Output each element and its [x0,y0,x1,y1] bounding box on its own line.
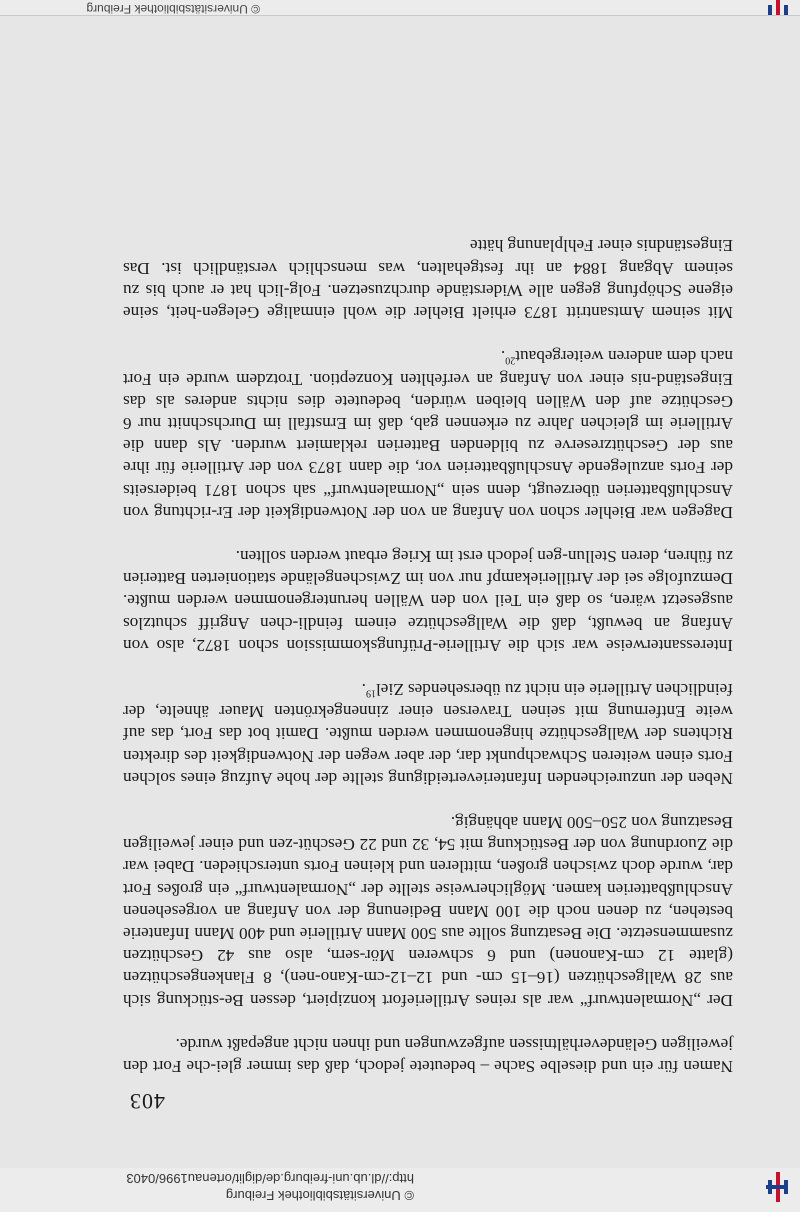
page-number: 403 [129,1089,165,1114]
library-header-bar [0,1167,800,1212]
library-footer-bar [0,0,800,16]
footnote-ref-20: 20 [505,355,516,367]
library-logo-icon [758,0,792,15]
paragraph-2: Der „Normalentwurf“ war als reines Artilleriefort konzipiert, dessen Be-stückung sich aus 28 Wallgeschützen (16–15 cm- und 12–12-cm-Kano-nen), 8 Flankengeschützen (glatte 12 cm-Kanonen) und 6 schweren Mör-sern, also aus 42 Geschützen zusammensetzte. Die Besatzung sollte aus 500 Mann Artillerie und 400 Mann Infanterie bestehen, zu denen noch die 100 Mann Bedienung der von Anfang an vorgesehenen Anschlußbatterien kamen. Möglicherweise stellte der „Normalentwurf“ ein großes Fort dar, wurde doch zwischen großen, mittleren und kleinen Forts unterschieden. Dabei war die Zuordnung von der Bestückung mit 54, 32 und 22 Geschüt-zen und einer jeweiligen Besatzung von 250–500 Mann abhängig. [123,812,733,1010]
header-url-link[interactable]: http://dl.ub.uni-freiburg.de/diglit/ortenau1996/0403 [126,1171,414,1186]
body-text [123,212,733,1077]
footer-copyright: © Universitätsbibliothek Freiburg [86,2,260,16]
library-logo-icon [758,1170,792,1204]
header-copyright: © Universitätsbibliothek Freiburg [225,1188,414,1203]
paragraph-1: Namen für ein und dieselbe Sache – bedeutete jedoch, daß das immer glei-che Fort den jeweiligen Geländeverhältnissen aufgezwungen und ihnen nicht angepaßt wurde. [123,1034,733,1076]
paragraph-4: Interessanterweise war sich die Artillerie-Prüfungskommission schon 1872, also von Anfang an bewußt, daß die Wallgeschütze einem feindli-chen Angriff schutzlos ausgesetzt wären, so daß ein Teil von den Wällen heruntergenommen werden mußte. Demzufolge sei der Artilleriekampf nur von im Zwischengelände stationierten Batterien zu führen, deren Stellun-gen jedoch erst im Krieg erbaut werden sollten. [123,546,733,655]
paragraph-6: Mit seinem Amtsantritt 1873 erhielt Biehler die wohl einmalige Gelegen-heit, seine eigene Schöpfung gegen alle Widerstände durchzusetzen. Folg-lich hat er auch bis zu seinem Abgang 1884 an ihr festgehalten, was menschlich verständlich ist. Das Eingeständnis einer Fehlplanung hätte [123,236,733,323]
paragraph-3: Neben der unzureichenden Infanterieverteidigung stellte der hohe Aufzug eines solchen Forts einen weiteren Schwachpunkt dar, der aber wegen der Notwendigkeit des direkten Richtens der Wallgeschütze hingenommen werden mußte. Damit bot das Fort, das auf weite Entfernung mit seinen Traversen einer zinnengekrönten Mauer ähnelte, der feindlichen Artillerie ein nicht zu übersehendes Ziel$^{19}$. [123,679,733,788]
paragraph-5: Dagegen war Biehler schon von Anfang an von der Notwendigkeit der Er-richtung von Anschlußbatterien überzeugt, denn sein „Normalentwurf“ sah schon 1871 beiderseits der Forts anzulegende Anschlußbatterien vor, die dann 1873 von der Artillerie für ihre aus der Geschützreserve zu bildenden Batterien reklamiert wurden. Als dann die Artillerie im gleichen Jahre zu erkennen gab, daß im Ernstfall im Durchschnitt nur 6 Geschütze auf den Wällen bleiben würden, bedeutete dies nichts anderes als das Eingeständ-nis einer von Anfang an verfehlten Konzeption. Trotzdem wurde ein Fort nach dem anderen weitergebaut$^{20}$. [123,347,733,522]
footnote-ref-19: 19 [366,687,377,699]
